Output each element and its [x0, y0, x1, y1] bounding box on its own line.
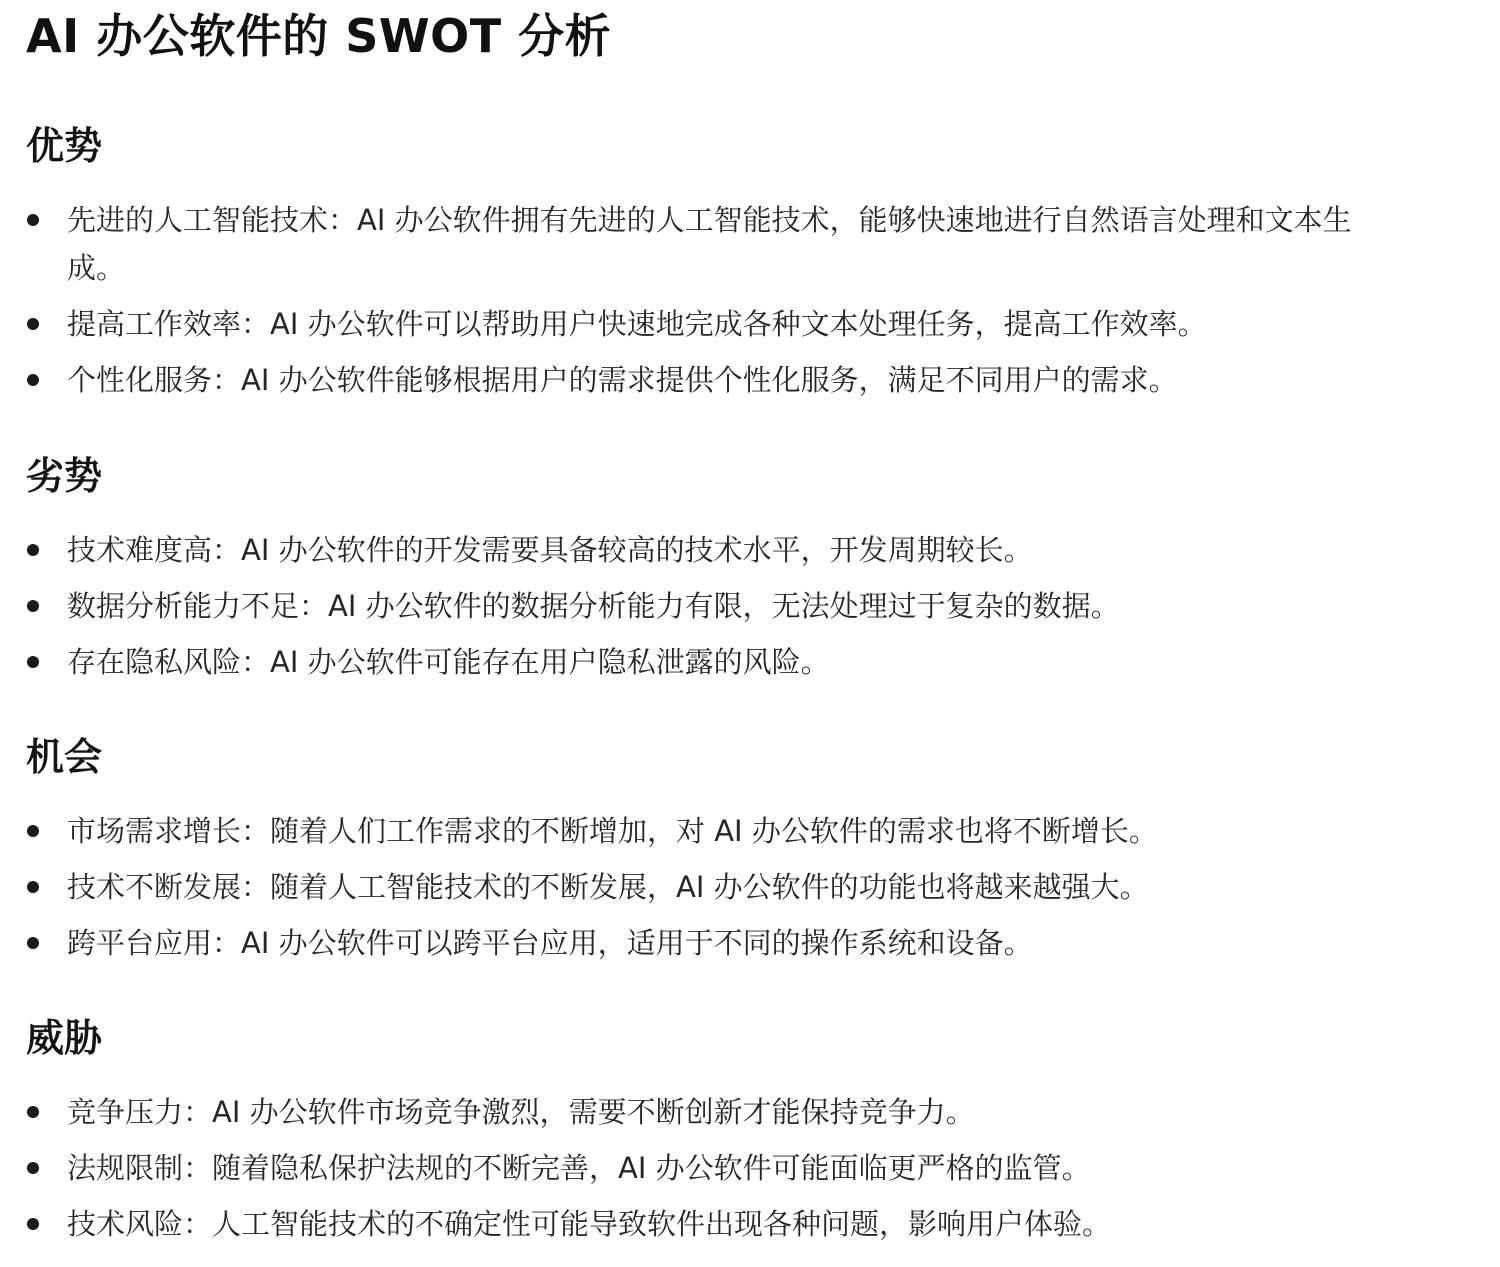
- list-item: 市场需求增长：随着人们工作需求的不断增加，对 AI 办公软件的需求也将不断增长。: [0, 807, 1387, 855]
- list-item: 先进的人工智能技术：AI 办公软件拥有先进的人工智能技术，能够快速地进行自然语言处理和文本生成。: [0, 196, 1387, 292]
- threats-list: [0, 1088, 1420, 1256]
- section-heading-strengths: 优势: [26, 124, 103, 168]
- list-item: 提高工作效率：AI 办公软件可以帮助用户快速地完成各种文本处理任务，提高工作效率。: [0, 300, 1387, 348]
- weaknesses-list: [0, 526, 1420, 694]
- list-item: 法规限制：随着隐私保护法规的不断完善，AI 办公软件可能面临更严格的监管。: [0, 1144, 1387, 1192]
- list-item: 技术难度高：AI 办公软件的开发需要具备较高的技术水平，开发周期较长。: [0, 526, 1387, 574]
- section-heading-opportunities: 机会: [26, 735, 103, 779]
- strengths-list: [0, 196, 1420, 412]
- list-item: 数据分析能力不足：AI 办公软件的数据分析能力有限，无法处理过于复杂的数据。: [0, 582, 1387, 630]
- section-heading-threats: 威胁: [26, 1016, 103, 1060]
- list-item: 竞争压力：AI 办公软件市场竞争激烈，需要不断创新才能保持竞争力。: [0, 1088, 1387, 1136]
- section-heading-weaknesses: 劣势: [26, 454, 103, 498]
- opportunities-list: [0, 807, 1420, 975]
- list-item: 存在隐私风险：AI 办公软件可能存在用户隐私泄露的风险。: [0, 638, 1387, 686]
- list-item: 技术不断发展：随着人工智能技术的不断发展，AI 办公软件的功能也将越来越强大。: [0, 863, 1387, 911]
- list-item: 个性化服务：AI 办公软件能够根据用户的需求提供个性化服务，满足不同用户的需求。: [0, 356, 1387, 404]
- list-item: 跨平台应用：AI 办公软件可以跨平台应用，适用于不同的操作系统和设备。: [0, 919, 1387, 967]
- page-title: AI 办公软件的 SWOT 分析: [26, 9, 612, 63]
- list-item: 技术风险：人工智能技术的不确定性可能导致软件出现各种问题，影响用户体验。: [0, 1200, 1387, 1248]
